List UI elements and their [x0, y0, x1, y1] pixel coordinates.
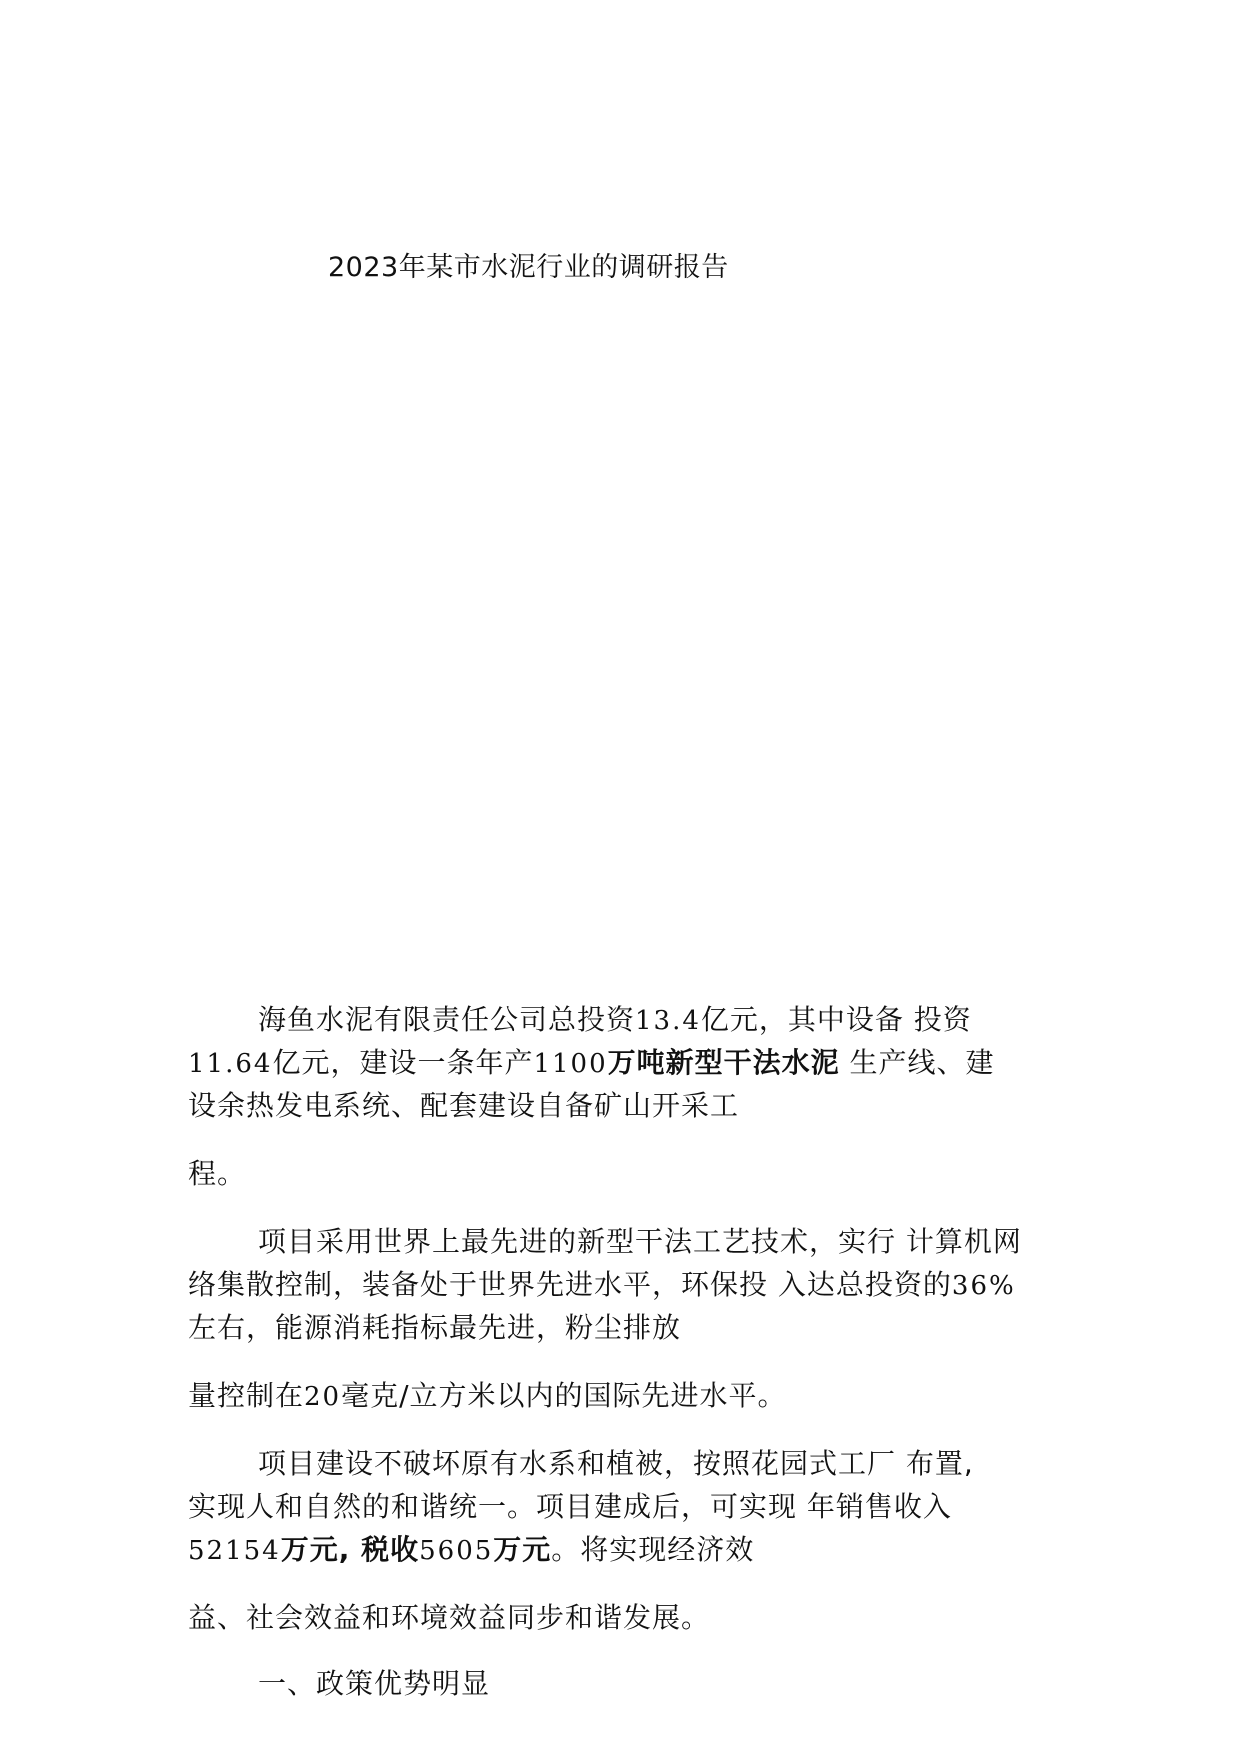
text-span: 毫克/立方米以内的国际先进水平。 — [341, 1379, 787, 1412]
paragraph-1-line-3: 设余热发电系统、配套建设自备矿山开采工 — [188, 1089, 740, 1122]
paragraph-3-line-1: 项目建设不破坏原有水系和植被，按照花园式工厂 布置, — [258, 1447, 974, 1480]
paragraph-2-line-3: 左右，能源消耗指标最先进，粉尘排放 — [188, 1311, 682, 1344]
text-span: 量控制在 — [188, 1379, 305, 1412]
paragraph-1-line-1 — [258, 1000, 972, 1041]
text-span: 生产线、建 — [839, 1046, 995, 1079]
paragraph-1-line-2 — [188, 1043, 995, 1084]
annual-revenue: 52154 — [188, 1536, 281, 1566]
text-span: 络集散控制，装备处于世界先进水平，环保投 入达总投资的 — [188, 1268, 952, 1301]
paragraph-3-line-3 — [188, 1530, 754, 1571]
tax-amount: 5605 — [419, 1536, 494, 1566]
paragraph-2-line-2 — [188, 1265, 1016, 1306]
text-span: 万吨新型干法水泥 — [607, 1046, 840, 1079]
text-span: 万元, — [280, 1533, 351, 1566]
text-span: 亿元，其中设备 投资 — [700, 1003, 972, 1036]
dust-limit: 20 — [304, 1382, 342, 1412]
paragraph-2-line-1: 项目采用世界上最先进的新型干法工艺技术，实行 计算机网 — [258, 1225, 1022, 1258]
section-heading-1: 一、政策优势明显 — [258, 1667, 491, 1700]
equipment-investment: 11.64 — [188, 1049, 273, 1079]
text-span: 亿元，建设一条年产 — [272, 1046, 534, 1079]
text-span: 万元 — [493, 1533, 552, 1566]
paragraph-1-line-4: 程。 — [188, 1157, 247, 1190]
text-span: 海鱼水泥有限责任公司总投资 — [258, 1003, 636, 1036]
paragraph-3-line-4: 益、社会效益和环境效益同步和谐发展。 — [188, 1601, 711, 1634]
text-span: 税收 — [350, 1533, 420, 1566]
env-investment-share: 36% — [951, 1271, 1016, 1301]
document-title: 2023年某市水泥行业的调研报告 — [328, 252, 729, 283]
investment-total: 13.4 — [635, 1006, 701, 1036]
paragraph-2-line-4 — [188, 1376, 787, 1417]
annual-capacity: 1100 — [533, 1049, 608, 1079]
text-span: 。将实现经济效 — [551, 1533, 755, 1566]
paragraph-3-line-2: 实现人和自然的和谐统一。项目建成后，可实现 年销售收入 — [188, 1490, 952, 1523]
